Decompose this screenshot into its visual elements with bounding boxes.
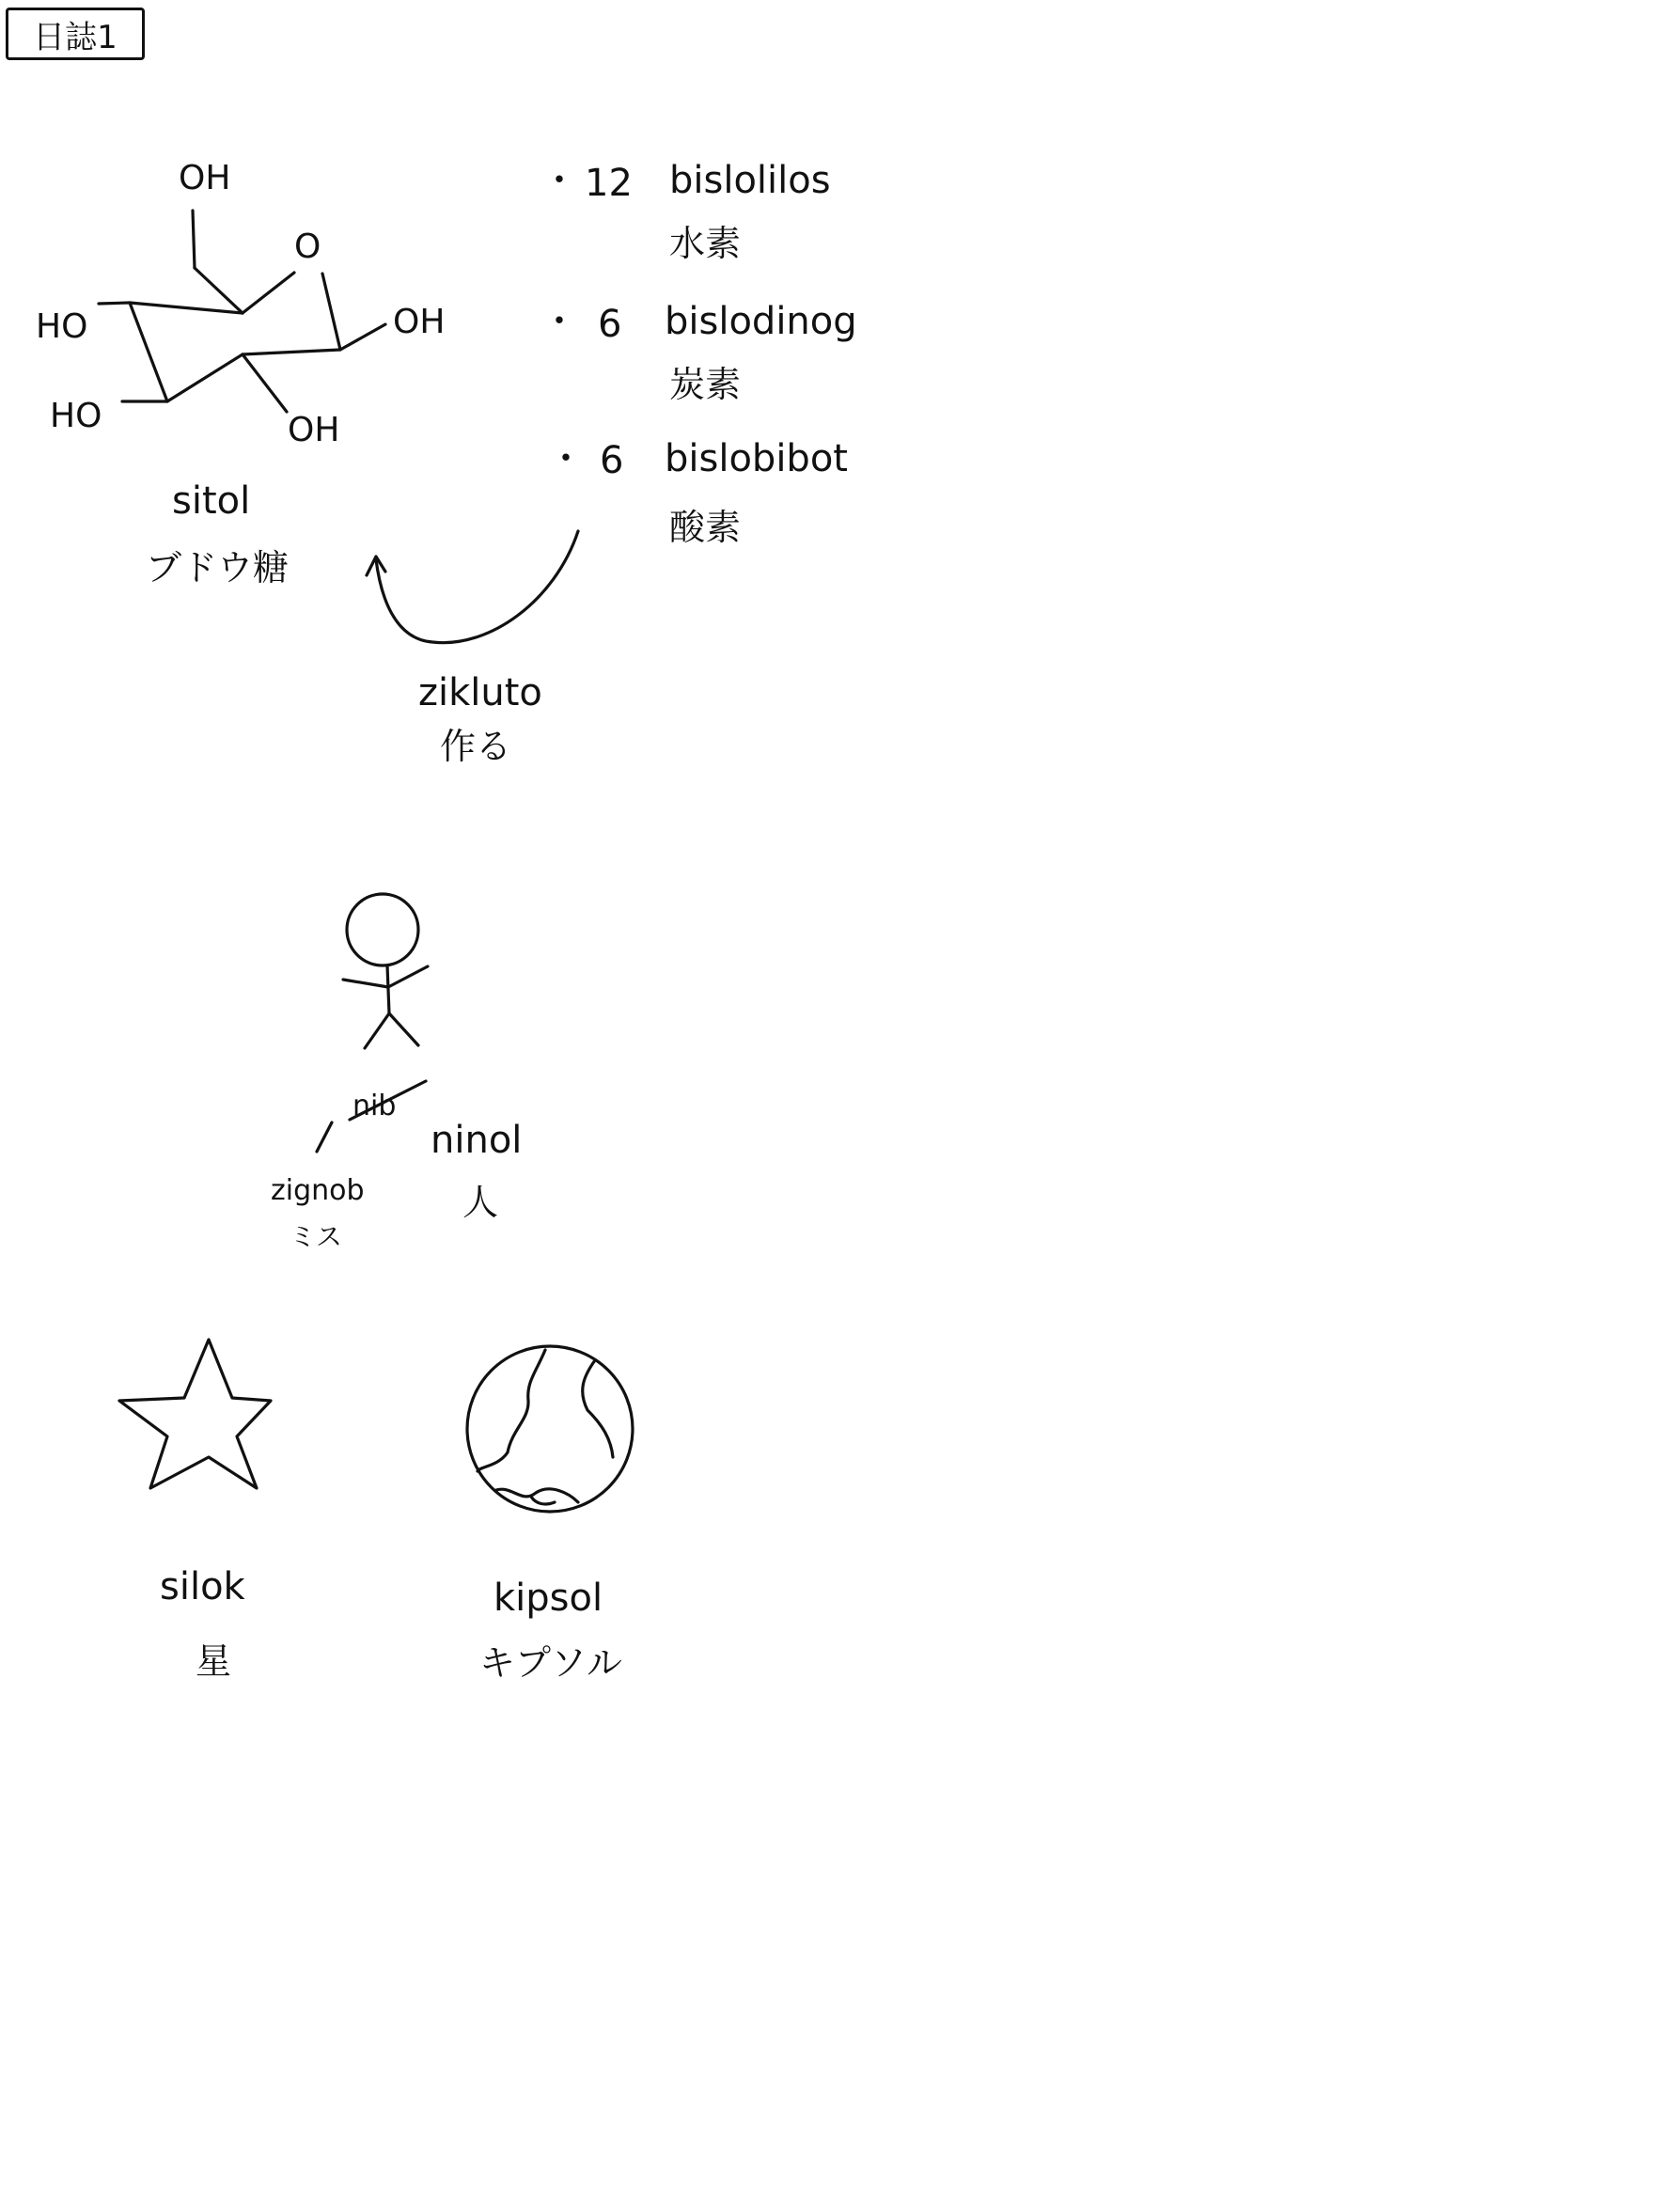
oh-bottom-label: OH — [288, 411, 340, 449]
element-3-count: 6 — [600, 439, 624, 482]
star-icon — [119, 1340, 271, 1488]
element-3-gloss: 酸素 — [669, 507, 742, 548]
page-title-text: 日誌1 — [33, 18, 117, 56]
element-2-gloss: 炭素 — [669, 364, 742, 405]
ho-left-upper-label: HO — [36, 307, 88, 346]
curved-arrow-icon — [367, 531, 578, 643]
star-gloss: 星 — [196, 1640, 232, 1682]
person-gloss: 人 — [462, 1182, 499, 1223]
planet-gloss: キプソル — [479, 1642, 623, 1684]
ho-left-lower-label: HO — [50, 397, 102, 435]
bullet-3: ・ — [547, 437, 585, 480]
person-word: ninol — [431, 1119, 523, 1162]
sugar-word: sitol — [172, 479, 251, 523]
note-word: zignob — [271, 1174, 365, 1207]
bullet-2: ・ — [540, 300, 578, 343]
bullet-1: ・ — [540, 159, 578, 202]
oh-right-label: OH — [393, 303, 446, 341]
pointer-mark — [317, 1122, 332, 1152]
element-1-word: bislolilos — [669, 159, 831, 202]
element-1-gloss: 水素 — [669, 223, 742, 264]
element-2-count: 6 — [598, 303, 622, 346]
arrow-word: zikluto — [418, 671, 542, 714]
crossed-word: nib — [352, 1090, 397, 1122]
stick-figure-icon — [343, 894, 428, 1048]
oh-top-label: OH — [179, 159, 231, 197]
globe-icon — [467, 1346, 633, 1512]
page-title — [6, 8, 145, 60]
element-3-word: bislobibot — [665, 437, 848, 480]
element-1-count: 12 — [585, 162, 633, 205]
arrow-gloss: 作る — [440, 726, 512, 767]
element-2-word: bislodinog — [665, 300, 857, 343]
star-word: silok — [160, 1565, 245, 1608]
note-gloss: ミス — [290, 1221, 343, 1252]
ring-oxygen-label: O — [294, 227, 321, 266]
glucose-structure — [99, 211, 385, 412]
sugar-gloss: ブドウ糖 — [146, 547, 290, 588]
planet-word: kipsol — [493, 1577, 603, 1620]
